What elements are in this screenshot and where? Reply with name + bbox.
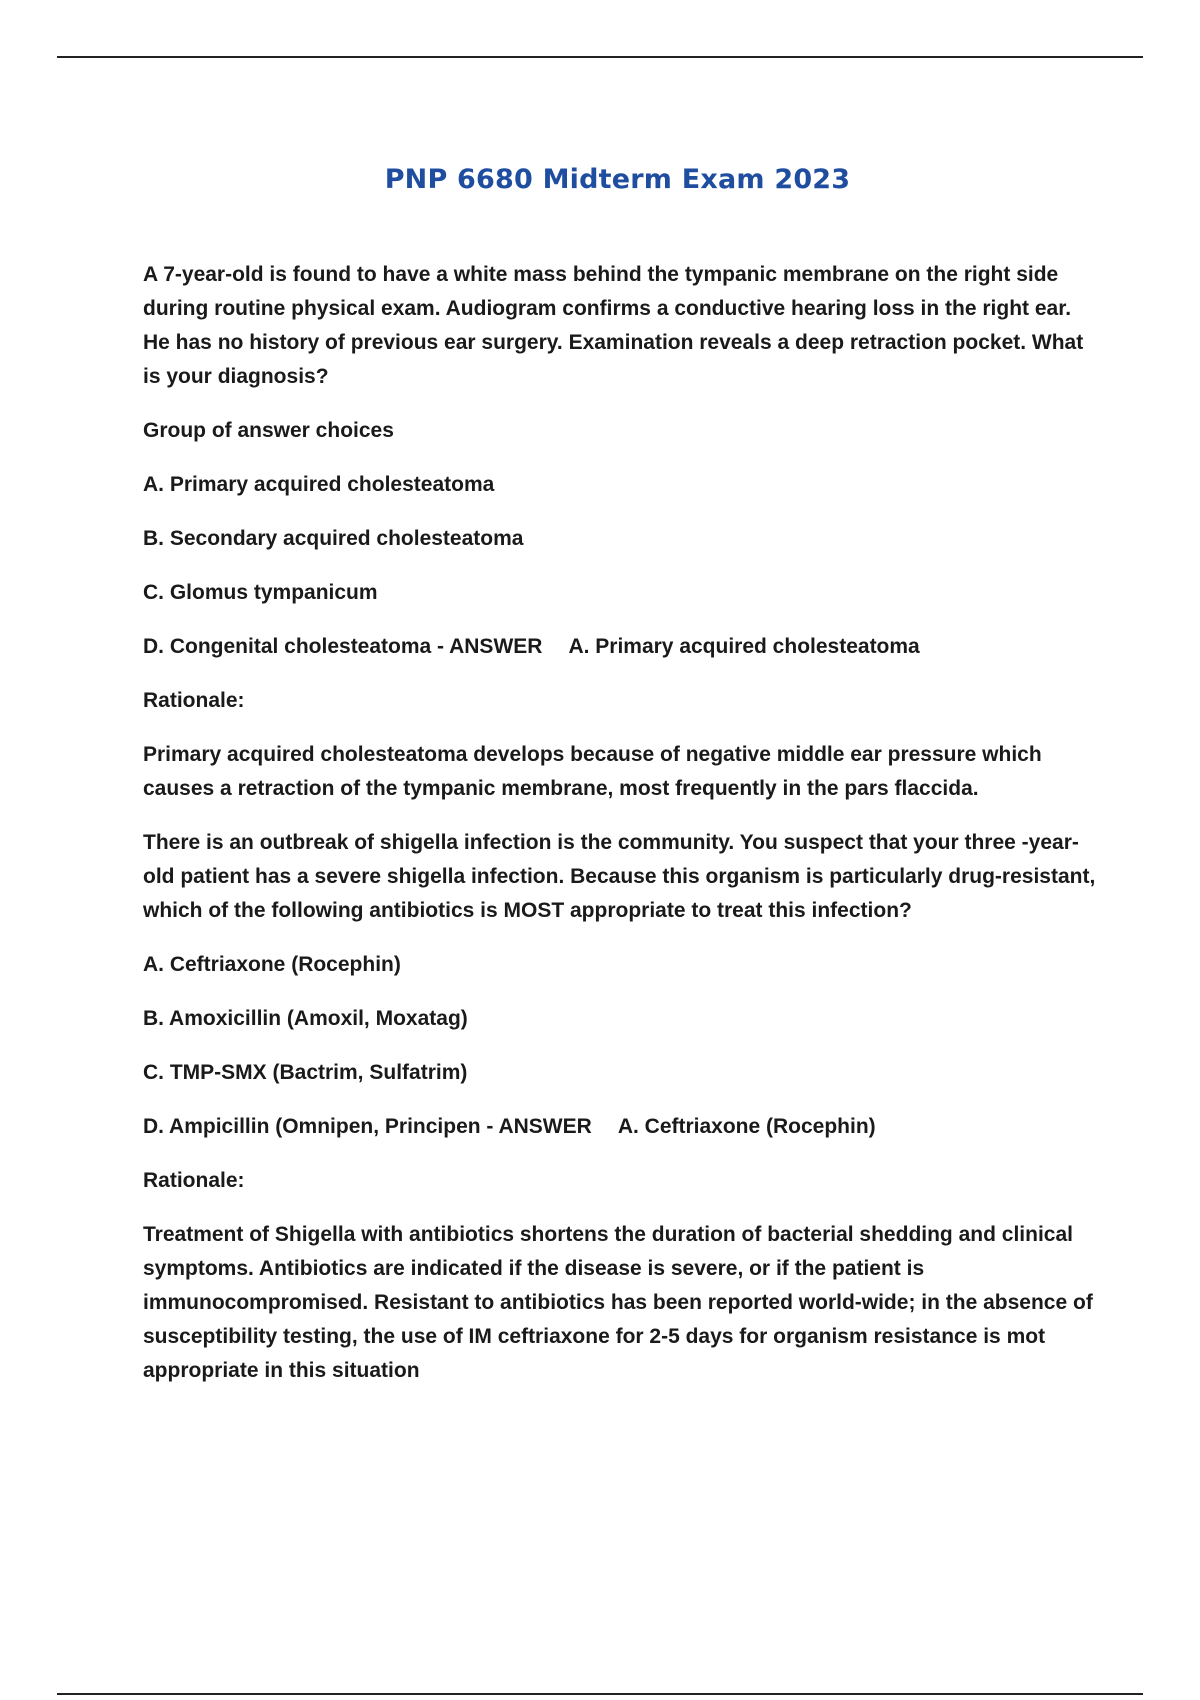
footer-divider — [57, 1693, 1143, 1695]
question-1-choice-d: D. Congenital cholesteatoma - ANSWER — [143, 635, 543, 658]
question-2-choice-d-answer — [143, 1110, 1103, 1144]
question-2-choice-b: B. Amoxicillin (Amoxil, Moxatag) — [143, 1007, 468, 1030]
question-1-group-label: Group of answer choices — [143, 419, 394, 442]
question-1-rationale-label: Rationale: — [143, 689, 245, 712]
question-2-choice-c: C. TMP-SMX (Bactrim, Sulfatrim) — [143, 1061, 468, 1084]
question-1-stem: A 7-year-old is found to have a white mass behind the tympanic membrane on the right side during routine physical exam. Audiogram confirms a conductive hearing loss in the right ear. He has no history of previous ear surgery. Examination reveals a deep retraction pocket. What is your diagnosis? — [143, 263, 1084, 388]
question-2-choice-a: A. Ceftriaxone (Rocephin) — [143, 953, 401, 976]
question-2-rationale-label: Rationale: — [143, 1169, 245, 1192]
question-1-choice-a: A. Primary acquired cholesteatoma — [143, 473, 495, 496]
question-2-choice-d: D. Ampicillin (Omnipen, Principen - ANSWER — [143, 1115, 592, 1138]
header-divider — [57, 56, 1143, 58]
question-2-stem: There is an outbreak of shigella infection is the community. You suspect that your three -year-old patient has a severe shigella infection. Because this organism is particularly drug-resistant, which of the following antibiotics is MOST appropriate to treat this infection? — [143, 831, 1096, 922]
page-title: PNP 6680 Midterm Exam 2023 — [384, 164, 851, 196]
question-2-answer: A. Ceftriaxone (Rocephin) — [617, 1115, 876, 1138]
question-2-rationale: Treatment of Shigella with antibiotics shortens the duration of bacterial shedding and clinical symptoms. Antibiotics are indicated if the disease is severe, or if the patient is immunocompromised. Resistant to antibiotics has been reported world-wide; in the absence of susceptibility testing, the use of IM ceftriaxone for 2-5 days for organism resistance is mot appropriate in this situation — [143, 1223, 1093, 1382]
question-1-choice-b: B. Secondary acquired cholesteatoma — [143, 527, 524, 550]
document-body — [143, 258, 1103, 1408]
question-1-choice-c: C. Glomus tympanicum — [143, 581, 378, 604]
question-1-answer: A. Primary acquired cholesteatoma — [568, 635, 920, 658]
question-1-rationale: Primary acquired cholesteatoma develops because of negative middle ear pressure which causes a retraction of the tympanic membrane, most frequently in the pars flaccida. — [143, 743, 1042, 800]
question-1-choice-d-answer — [143, 630, 1103, 664]
